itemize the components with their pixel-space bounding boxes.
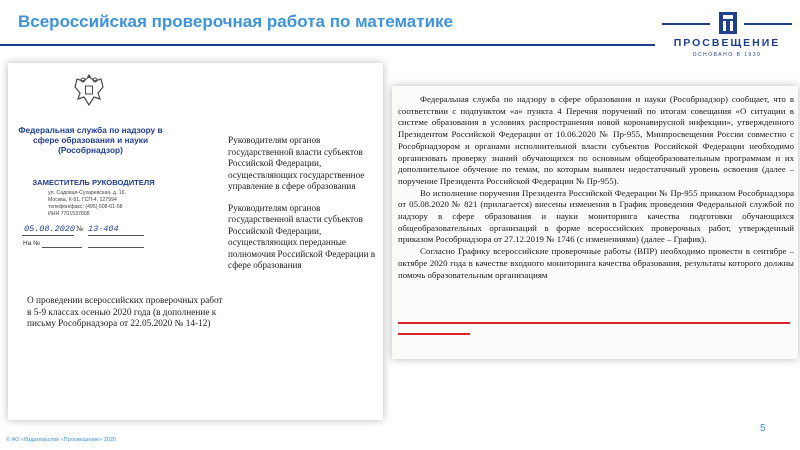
letter-subject: О проведении всероссийских проверочных работ в 5-9 классах осенью 2020 года (в дополнение к письму Рособрнадзора от 22.05.2020 № 14-12)	[27, 296, 223, 329]
recipients-block-1: Руководителям органов государственной власти субъектов Российской Федерации, осуществляющих государственное управление в сфере образования	[228, 135, 365, 191]
deputy-heading: ЗАМЕСТИТЕЛЬ РУКОВОДИТЕЛЯ	[32, 178, 155, 187]
reference-label: На №	[23, 240, 41, 247]
page-number: 5	[760, 423, 766, 434]
title-divider	[0, 44, 655, 46]
logo-subtitle: ОСНОВАНО В 1930	[692, 52, 762, 58]
address-line: Москва, К-51, ГСП-4, 127994	[48, 197, 117, 203]
footer-copyright: © АО «Издательство «Просвещение» 2020	[6, 437, 116, 443]
reference-underline	[88, 247, 144, 248]
highlight-underline	[398, 322, 790, 324]
slide-title: Всероссийская проверочная работа по математике	[18, 12, 453, 31]
reference-underline	[42, 247, 82, 248]
letter-image	[8, 63, 383, 420]
address-line: ул. Садовая-Сухаревская, д. 16,	[48, 190, 127, 196]
number-sign: №	[76, 224, 84, 233]
number-underline	[88, 235, 144, 236]
recipients-block-2: Руководителям органов государственной власти субъектов Российской Федерации, осуществляющих переданные полномочия Российской Федерации в сфере образования	[228, 202, 376, 270]
letter-number: 13-404	[88, 224, 119, 234]
excerpt-paragraph: Федеральная служба по надзору в сфере образования и науки (Рособрнадзор) сообщает, что в соответствии с подпунктом «а» пункта 4 Перечня поручений по итогам совещания «О ситуации в системе образования в условиях распространения новой коронавирусной инфекции», утвержденного Президентом Российской Федерации от 10.06.2020 № Пр-955, Минпросвещения России совместно с Рособрнадзором и органами исполнительной власти субъектов Российской Федерации необходимо организовать проверку знаний обучающихся по основным общеобразовательным программам и их дополнительное обучение по темам, по которым выявлен недостаточный уровень освоения (далее – поручение Президента Российской Федерации № Пр-955).	[398, 94, 794, 186]
agency-name: Федеральная служба по надзору в сфере образования и науки (Рособрнадзор)	[18, 125, 163, 155]
letter-date: 05.08.2020	[24, 224, 76, 234]
address-line: телефон/факс: (495) 608-61-58	[48, 204, 123, 210]
coat-of-arms-icon	[72, 73, 106, 109]
highlight-underline	[398, 333, 470, 335]
logo-name: ПРОСВЕЩЕНИЕ	[673, 37, 781, 49]
excerpt-paragraph: Во исполнение поручения Президента Российской Федерации № Пр-955 приказом Рособрнадзора от 05.08.2020 № 821 (прилагается) внесены изменения в График проведения Федеральной службой по надзору в сфере образования и науки мониторинга качества подготовки обучающихся общеобразовательных организаций в форме всероссийских проверочных работ, утвержденный приказом Рособрнадзора от 27.12.2019 № 1746 (с изменениями) (далее – График).	[398, 187, 794, 245]
letter-excerpt-image	[392, 86, 798, 359]
logo-line-right	[744, 23, 792, 25]
excerpt-paragraph: Согласно Графику всероссийские проверочные работы (ВПР) необходимо провести в сентябре – октябре 2020 года в качестве входного мониторинга качества образования, результаты которого должны помочь образовательным организациям	[398, 246, 794, 280]
logo-mark-icon	[719, 12, 737, 34]
date-underline	[22, 235, 74, 236]
recipients	[228, 135, 383, 272]
agency-address	[48, 190, 143, 218]
logo-line-left	[662, 23, 710, 25]
prosveshchenie-logo	[662, 6, 792, 66]
address-line: ИНН 7701537808	[48, 211, 90, 217]
excerpt-text	[398, 94, 794, 281]
